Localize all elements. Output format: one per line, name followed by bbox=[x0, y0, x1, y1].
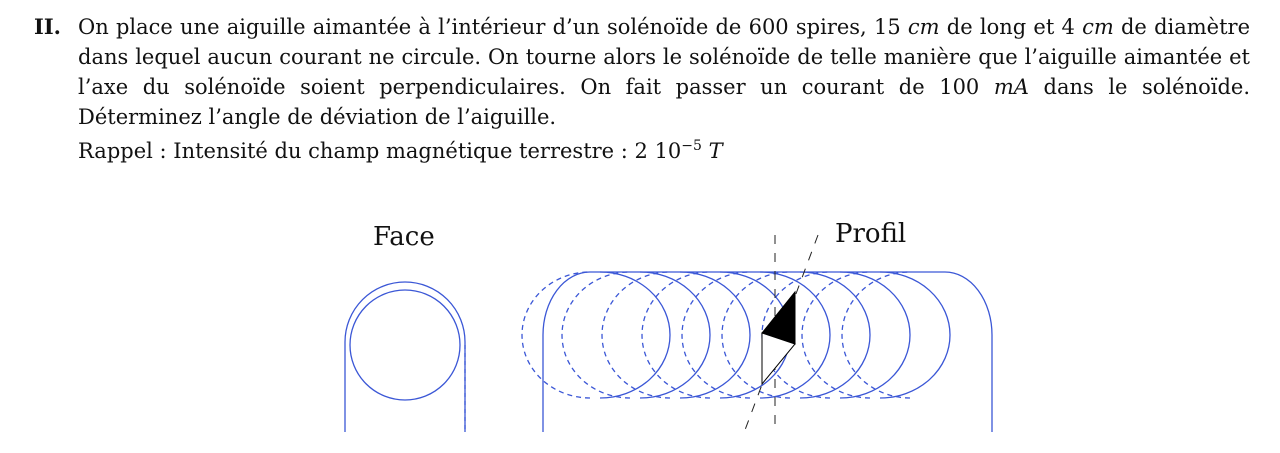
length-value: 15 bbox=[873, 15, 901, 39]
front-turn bbox=[600, 272, 670, 398]
needle-group bbox=[745, 235, 818, 430]
back-turn bbox=[682, 272, 750, 398]
diameter-value: 4 bbox=[1061, 15, 1075, 39]
back-turn bbox=[802, 272, 870, 398]
back-turn bbox=[842, 272, 910, 398]
profile-label: Profil bbox=[835, 219, 907, 249]
current-value: 100 bbox=[939, 75, 980, 99]
recall-line: Rappel : Intensité du champ magnétique terrestre : 2 $10^{-5}$ T bbox=[78, 138, 723, 163]
exercise-number: II. bbox=[34, 14, 61, 39]
field-exponent: −5 bbox=[681, 138, 702, 154]
face-inner-circle bbox=[350, 290, 460, 400]
face-label: Face bbox=[373, 222, 435, 252]
field-mantissa: 2 10 bbox=[634, 139, 682, 163]
profile-left-edge bbox=[543, 272, 590, 432]
exercise-statement: On place une aiguille aimantée à l’intérieur d’un solénoïde de 600 spires, 15 cm de long et 4 cm de diamètre dans lequel aucun courant ne circule. On tourne alors le solénoïde de telle manière que l’aiguille aimantée et l’axe du solénoïde soient perpendiculaires. On fait passer un courant de 100 mA dans le solénoïde. Déterminez l’angle de déviation de l’aiguille. bbox=[78, 15, 1251, 129]
turns-count: 600 bbox=[748, 15, 789, 39]
length-unit: cm bbox=[907, 15, 940, 39]
field-unit: T bbox=[708, 139, 723, 163]
profile-right-edge bbox=[945, 272, 992, 432]
profile-view bbox=[522, 272, 992, 432]
face-outer-loop bbox=[345, 282, 465, 432]
back-turn bbox=[562, 272, 630, 398]
face-view bbox=[345, 282, 465, 432]
current-unit: mA bbox=[993, 75, 1029, 99]
back-turn bbox=[642, 272, 710, 398]
diameter-unit: cm bbox=[1082, 15, 1114, 39]
back-turns bbox=[522, 272, 910, 398]
back-turn bbox=[602, 272, 670, 398]
